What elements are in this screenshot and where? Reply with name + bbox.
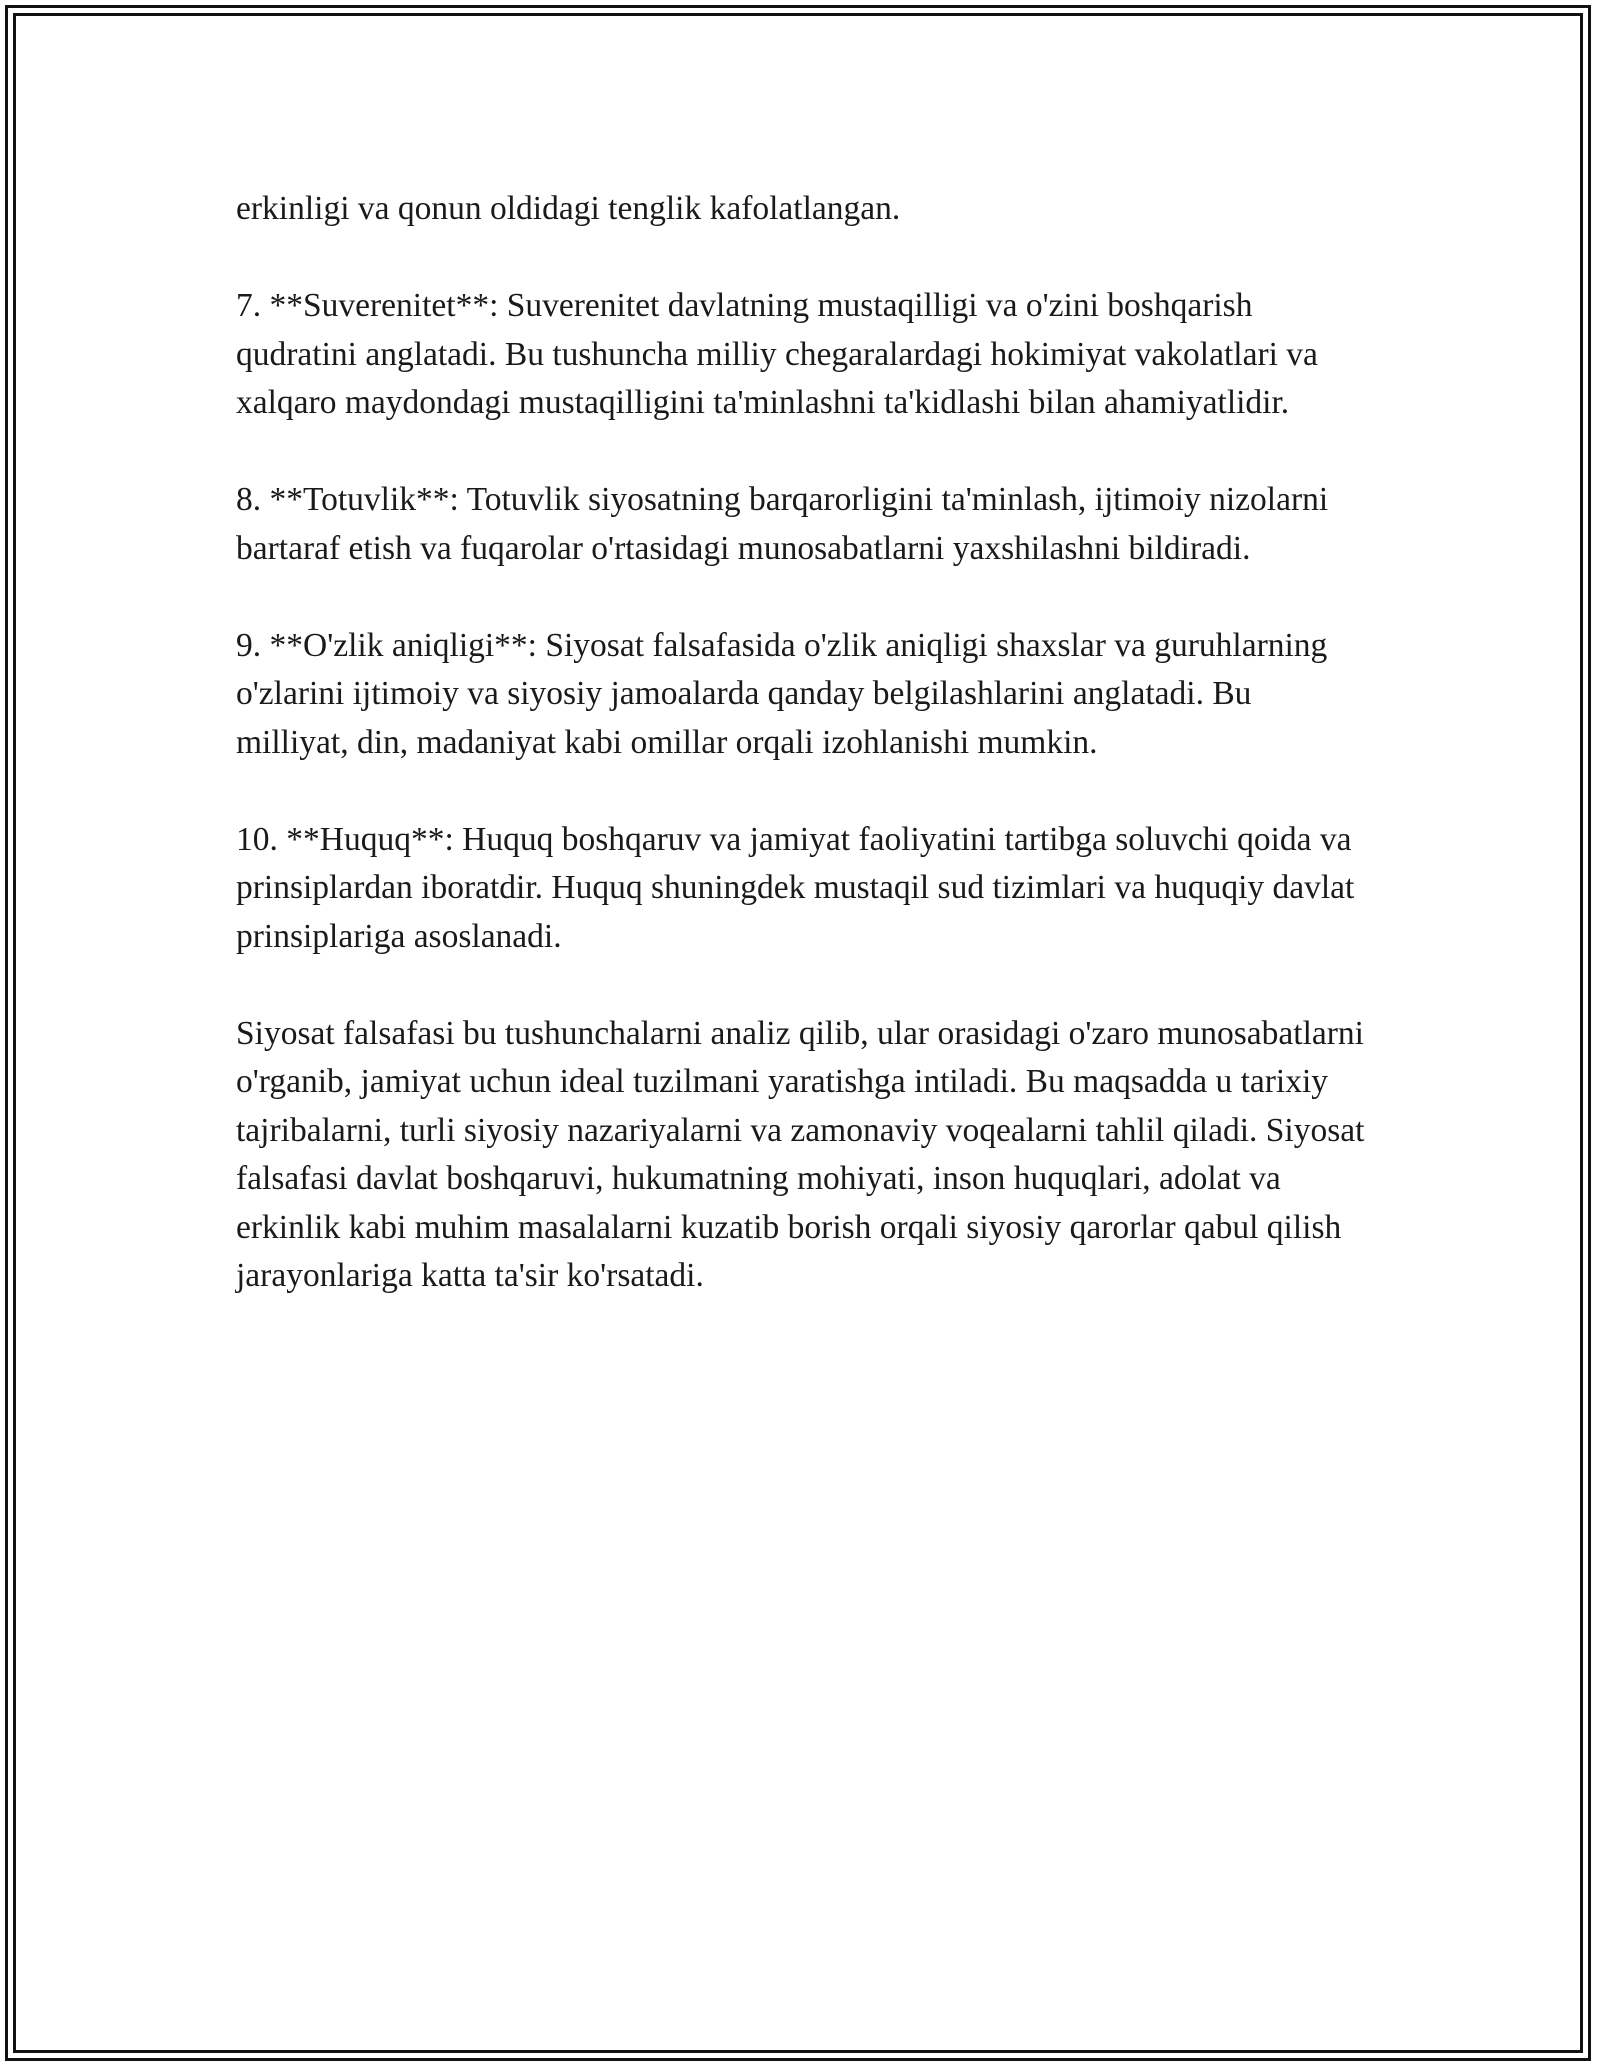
paragraph-item-7-suverenitet: 7. **Suverenitet**: Suverenitet davlatning mustaqilligi va o'zini boshqarish qudratini anglatadi. Bu tushuncha milliy chegaralardagi hokimiyat vakolatlari va xalqaro maydondagi mustaqilligini ta'minlashni ta'kidlashi bilan ahamiyatlidir. bbox=[236, 287, 1318, 421]
paragraph-item-10-huquq: 10. **Huquq**: Huquq boshqaruv va jamiyat faoliyatini tartibga soluvchi qoida va prinsiplardan iboratdir. Huquq shuningdek mustaqil sud tizimlari va huquqiy davlat prinsiplariga asoslanadi. bbox=[236, 820, 1355, 955]
paragraph-continuation: erkinligi va qonun oldidagi tenglik kafolatlangan. bbox=[236, 190, 901, 227]
paragraph-conclusion: Siyosat falsafasi bu tushunchalarni analiz qilib, ular orasidagi o'zaro munosabatlarni o'rganib, jamiyat uchun ideal tuzilmani yaratishga intiladi. Bu maqsadda u tarixiy tajribalarni, turli siyosiy nazariyalarni va zamonaviy voqealarni tahlil qiladi. Siyosat falsafasi davlat boshqaruvi, hukumatning mohiyati, inson huquqlari, adolat va erkinlik kabi muhim masalalarni kuzatib borish orqali siyosiy qarorlar qabul qilish jarayonlariga katta ta'sir ko'rsatadi. bbox=[236, 1014, 1365, 1294]
paragraph-item-9-ozlik-aniqligi: 9. **O'zlik aniqligi**: Siyosat falsafasida o'zlik aniqligi shaxslar va guruhlarning o'zlarini ijtimoiy va siyosiy jamoalarda qanday belgilashlarini anglatadi. Bu milliyat, din, madaniyat kabi omillar orqali izohlanishi mumkin. bbox=[236, 626, 1328, 761]
paragraph-item-8-totuvlik: 8. **Totuvlik**: Totuvlik siyosatning barqarorligini ta'minlash, ijtimoiy nizolarni bartaraf etish va fuqarolar o'rtasidagi munosabatlarni yaxshilashni bildiradi. bbox=[236, 481, 1329, 567]
document-body bbox=[236, 185, 1366, 1349]
